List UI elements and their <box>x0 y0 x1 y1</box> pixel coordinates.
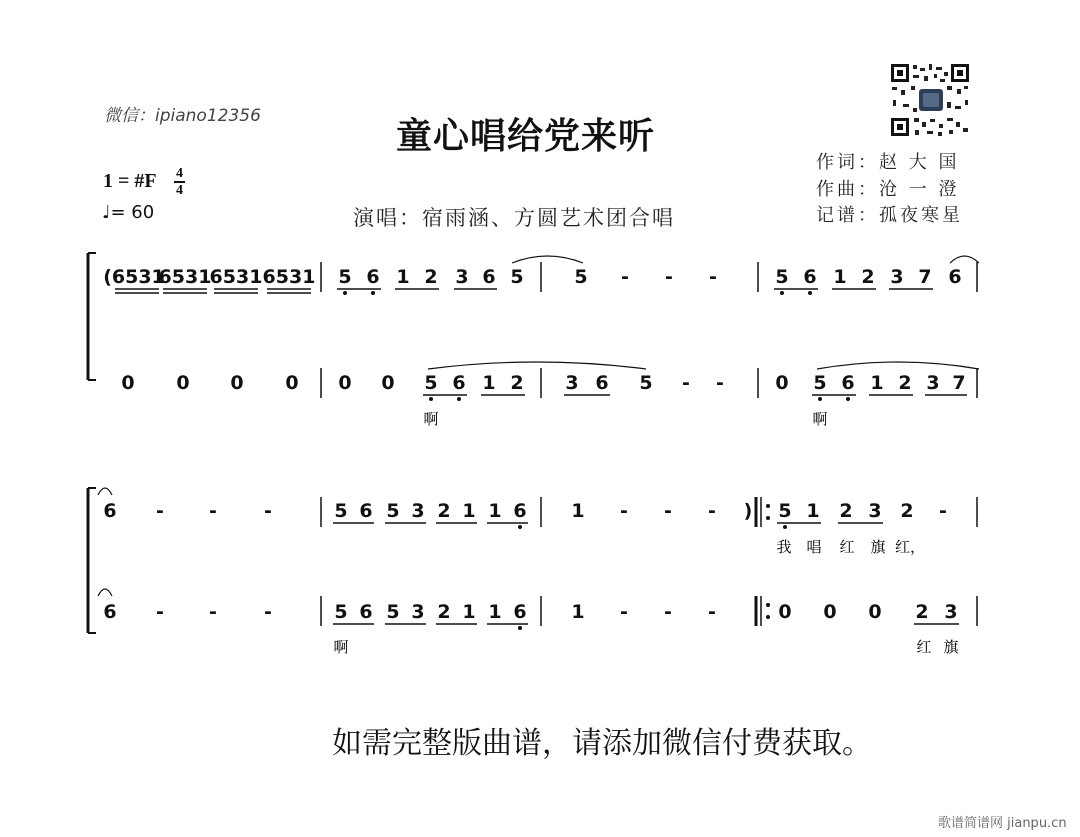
note-group: 6531 <box>158 266 212 288</box>
octave-dot <box>457 397 461 401</box>
slur <box>950 256 979 263</box>
note: 1 <box>396 266 410 288</box>
slur <box>98 589 112 596</box>
repeat-dot <box>766 615 770 619</box>
note: 3 <box>411 601 425 623</box>
note: 2 <box>510 372 524 394</box>
note-group: 6531 <box>262 266 316 288</box>
note: 3 <box>890 266 904 288</box>
paren: ) <box>743 500 753 522</box>
octave-dot <box>783 525 787 529</box>
note: 7 <box>952 372 966 394</box>
note: 6 <box>482 266 496 288</box>
lyric: 旗 <box>943 638 959 656</box>
dash: - <box>708 601 716 623</box>
note: 5 <box>334 601 348 623</box>
note: 5 <box>510 266 524 288</box>
note: 0 <box>381 372 395 394</box>
note: 0 <box>230 372 244 394</box>
note: 5 <box>639 372 653 394</box>
note: 1 <box>462 601 476 623</box>
note: 6 <box>103 601 117 623</box>
octave-dot <box>780 291 784 295</box>
note: 2 <box>424 266 438 288</box>
slur <box>428 362 646 369</box>
note: 1 <box>488 500 502 522</box>
lyric: 红 <box>916 638 932 656</box>
note: 6 <box>513 500 527 522</box>
lyric: 红， <box>894 538 926 556</box>
dash: - <box>620 601 628 623</box>
note: 2 <box>437 601 451 623</box>
note: 6 <box>452 372 466 394</box>
octave-dot <box>518 626 522 630</box>
dash: - <box>264 601 272 623</box>
lyric: 啊 <box>333 638 349 656</box>
note: 3 <box>411 500 425 522</box>
note: 6 <box>595 372 609 394</box>
note: 5 <box>386 500 400 522</box>
dash: - <box>709 266 717 288</box>
repeat-dot <box>766 504 770 508</box>
note: 5 <box>424 372 438 394</box>
note: 3 <box>868 500 882 522</box>
note: 0 <box>176 372 190 394</box>
dash: - <box>664 500 672 522</box>
lyric: 唱 <box>806 538 822 556</box>
note: 7 <box>918 266 932 288</box>
note: 3 <box>455 266 469 288</box>
note: 1 <box>870 372 884 394</box>
wechat-id: 微信：ipiano12356 <box>104 106 261 126</box>
note: 6 <box>103 500 117 522</box>
note: 5 <box>574 266 588 288</box>
note: 1 <box>571 601 585 623</box>
lyricist-credit: 作词：赵 大 国 <box>816 152 960 173</box>
note: 0 <box>121 372 135 394</box>
note: 0 <box>338 372 352 394</box>
note: 0 <box>868 601 882 623</box>
note: 6 <box>513 601 527 623</box>
note: 1 <box>833 266 847 288</box>
slur <box>512 256 583 263</box>
octave-dot <box>518 525 522 529</box>
repeat-dot <box>766 516 770 520</box>
note: 0 <box>823 601 837 623</box>
note: 2 <box>900 500 914 522</box>
lyric: 红 <box>839 538 855 556</box>
slur <box>817 362 979 369</box>
dash: - <box>264 500 272 522</box>
lyric: 啊 <box>812 410 828 428</box>
octave-dot <box>343 291 347 295</box>
note: 6 <box>359 500 373 522</box>
octave-dot <box>371 291 375 295</box>
note: 1 <box>806 500 820 522</box>
dash: - <box>156 601 164 623</box>
note: 2 <box>437 500 451 522</box>
note: 1 <box>488 601 502 623</box>
note: 0 <box>285 372 299 394</box>
song-title: 童心唱给党来听 <box>396 116 656 157</box>
octave-dot <box>818 397 822 401</box>
lyric: 我 <box>776 538 792 556</box>
dash: - <box>209 601 217 623</box>
note-group: 6531 <box>209 266 263 288</box>
octave-dot <box>429 397 433 401</box>
note: 3 <box>944 601 958 623</box>
paywall-notice: 如需完整版曲谱，请添加微信付费获取。 <box>332 727 872 760</box>
note: 6 <box>841 372 855 394</box>
note: 1 <box>462 500 476 522</box>
note: 3 <box>926 372 940 394</box>
dash: - <box>620 500 628 522</box>
note: 6 <box>803 266 817 288</box>
note: 2 <box>915 601 929 623</box>
key-signature: 1 = #F <box>103 170 157 192</box>
lyric: 啊 <box>423 410 439 428</box>
dash: - <box>665 266 673 288</box>
note: 6 <box>366 266 380 288</box>
note: 2 <box>898 372 912 394</box>
dash: - <box>209 500 217 522</box>
note: 5 <box>334 500 348 522</box>
time-signature-top: 4 <box>176 166 183 181</box>
note: 5 <box>338 266 352 288</box>
note: 0 <box>775 372 789 394</box>
dash: - <box>708 500 716 522</box>
note: 6 <box>359 601 373 623</box>
note: 2 <box>861 266 875 288</box>
performers: 演唱：宿雨涵、方圆艺术团合唱 <box>353 206 675 230</box>
note: 3 <box>565 372 579 394</box>
dash: - <box>621 266 629 288</box>
time-signature-bottom: 4 <box>176 183 183 198</box>
dash: - <box>156 500 164 522</box>
note-group: (6531 <box>103 266 165 288</box>
octave-dot <box>846 397 850 401</box>
note: 5 <box>813 372 827 394</box>
note: 6 <box>948 266 962 288</box>
transcriber-credit: 记谱：孤夜寒星 <box>816 205 963 226</box>
note: 1 <box>571 500 585 522</box>
site-watermark: 歌谱简谱网 jianpu.cn <box>938 816 1067 831</box>
note: 5 <box>386 601 400 623</box>
lyric: 旗 <box>870 538 886 556</box>
composer-credit: 作曲：沧 一 澄 <box>816 179 960 200</box>
note: 0 <box>778 601 792 623</box>
slur <box>98 488 112 495</box>
dash: - <box>939 500 947 522</box>
note: 1 <box>482 372 496 394</box>
tempo-marking: ♩= 60 <box>102 202 155 223</box>
note: 5 <box>778 500 792 522</box>
note: 5 <box>775 266 789 288</box>
dash: - <box>664 601 672 623</box>
repeat-dot <box>766 603 770 607</box>
dash: - <box>682 372 690 394</box>
note: 2 <box>839 500 853 522</box>
octave-dot <box>808 291 812 295</box>
dash: - <box>716 372 724 394</box>
